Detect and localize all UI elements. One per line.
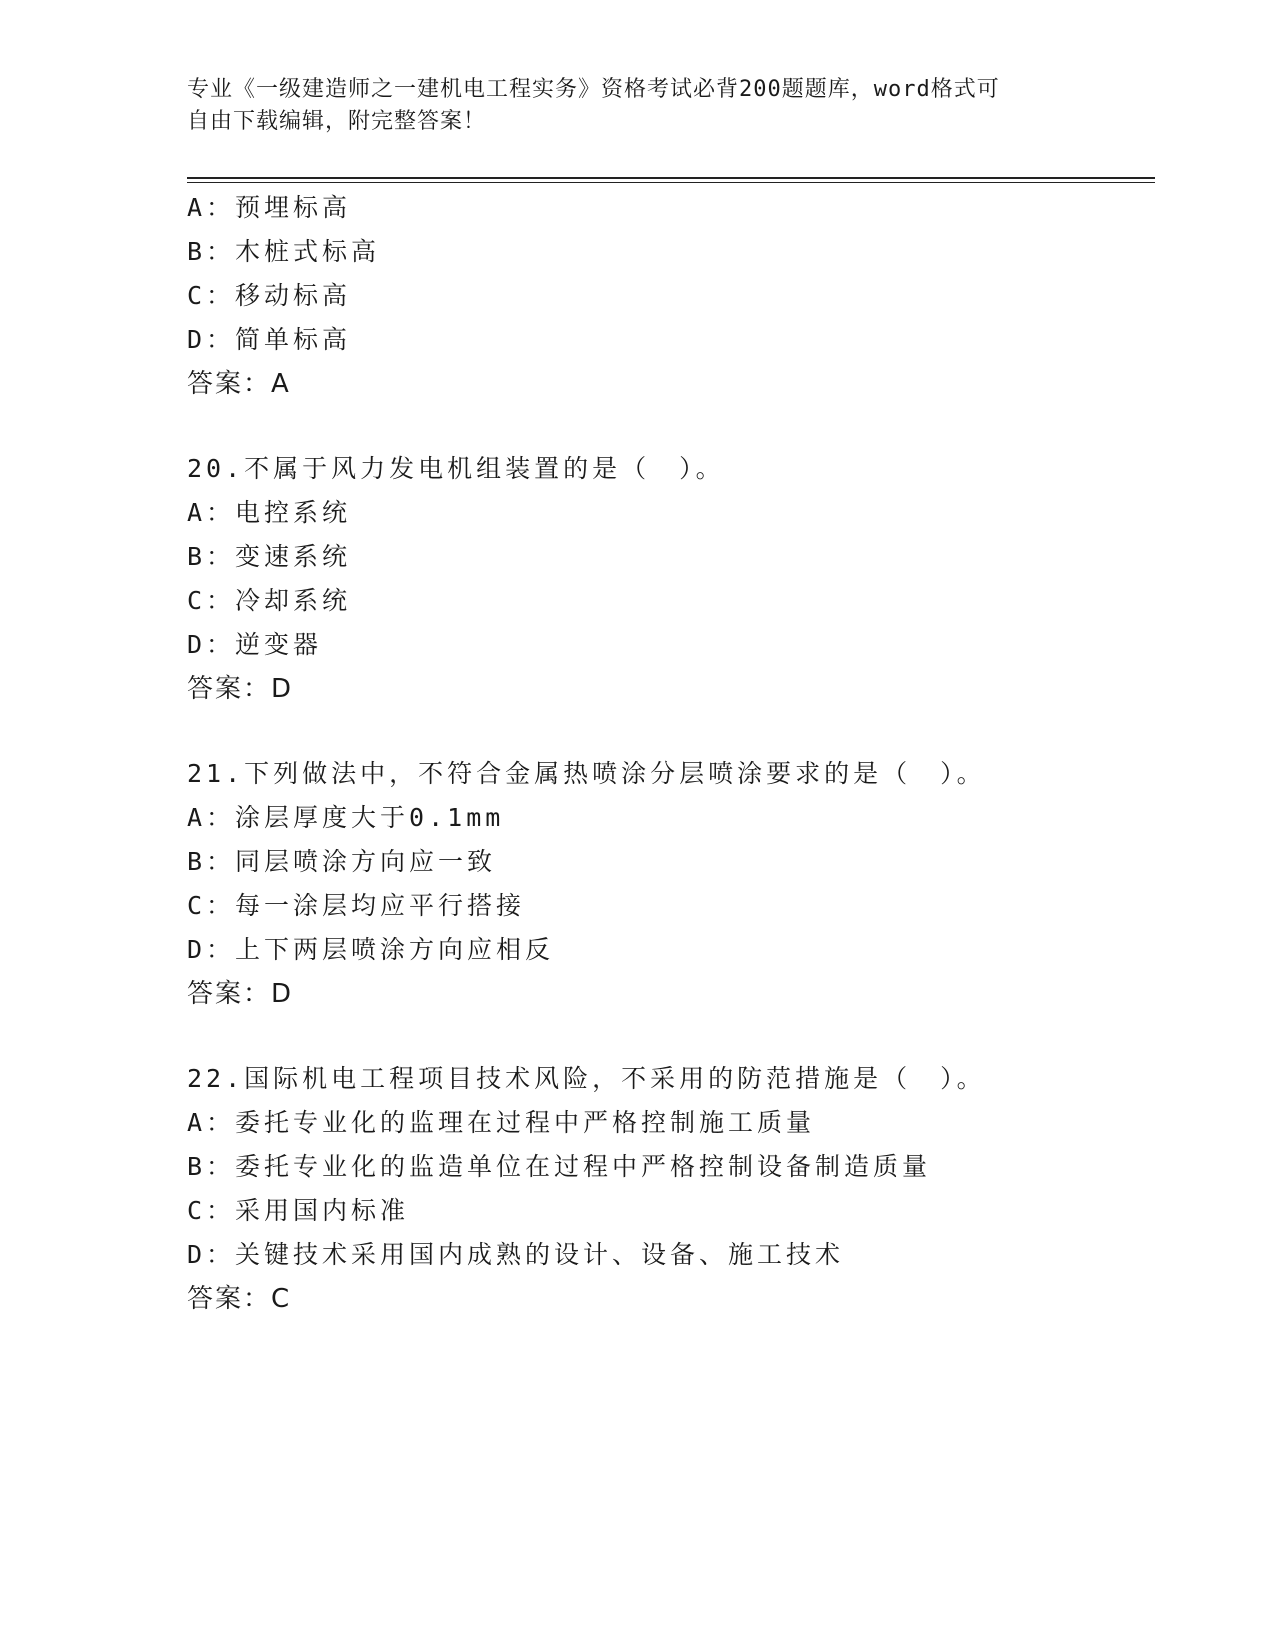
option-c: C：移动标高 — [187, 281, 352, 310]
option-a: A：预埋标高 — [187, 193, 352, 222]
answer: 答案：C — [187, 1284, 292, 1314]
option-d: D：逆变器 — [187, 630, 323, 659]
option-d: D：上下两层喷涂方向应相反 — [187, 935, 555, 964]
option-b: B：木桩式标高 — [187, 237, 381, 266]
question-stem: 22.国际机电工程项目技术风险，不采用的防范措施是（ ）。 — [187, 1064, 986, 1093]
option-d: D：关键技术采用国内成熟的设计、设备、施工技术 — [187, 1240, 845, 1269]
header-divider-thin — [187, 182, 1155, 183]
answer: 答案：A — [187, 369, 291, 399]
option-c: C：采用国内标准 — [187, 1196, 410, 1225]
question-stem: 21.下列做法中，不符合金属热喷涂分层喷涂要求的是（ ）。 — [187, 759, 986, 788]
header-line-2: 自由下载编辑，附完整答案！ — [187, 109, 487, 134]
option-b: B：变速系统 — [187, 542, 352, 571]
document-header — [187, 74, 1067, 138]
header-divider-thick — [187, 177, 1155, 179]
question-stem: 20.不属于风力发电机组装置的是（ ）。 — [187, 454, 725, 483]
answer: 答案：D — [187, 979, 294, 1009]
option-d: D：简单标高 — [187, 325, 352, 354]
option-c: C：每一涂层均应平行搭接 — [187, 891, 526, 920]
answer: 答案：D — [187, 674, 294, 704]
option-a: A：涂层厚度大于0.1mm — [187, 803, 505, 832]
option-c: C：冷却系统 — [187, 586, 352, 615]
option-b: B：同层喷涂方向应一致 — [187, 847, 497, 876]
option-b: B：委托专业化的监造单位在过程中严格控制设备制造质量 — [187, 1152, 932, 1181]
option-a: A：委托专业化的监理在过程中严格控制施工质量 — [187, 1108, 816, 1137]
option-a: A：电控系统 — [187, 498, 352, 527]
header-line-1: 专业《一级建造师之一建机电工程实务》资格考试必背200题题库，word格式可 — [187, 77, 1000, 102]
